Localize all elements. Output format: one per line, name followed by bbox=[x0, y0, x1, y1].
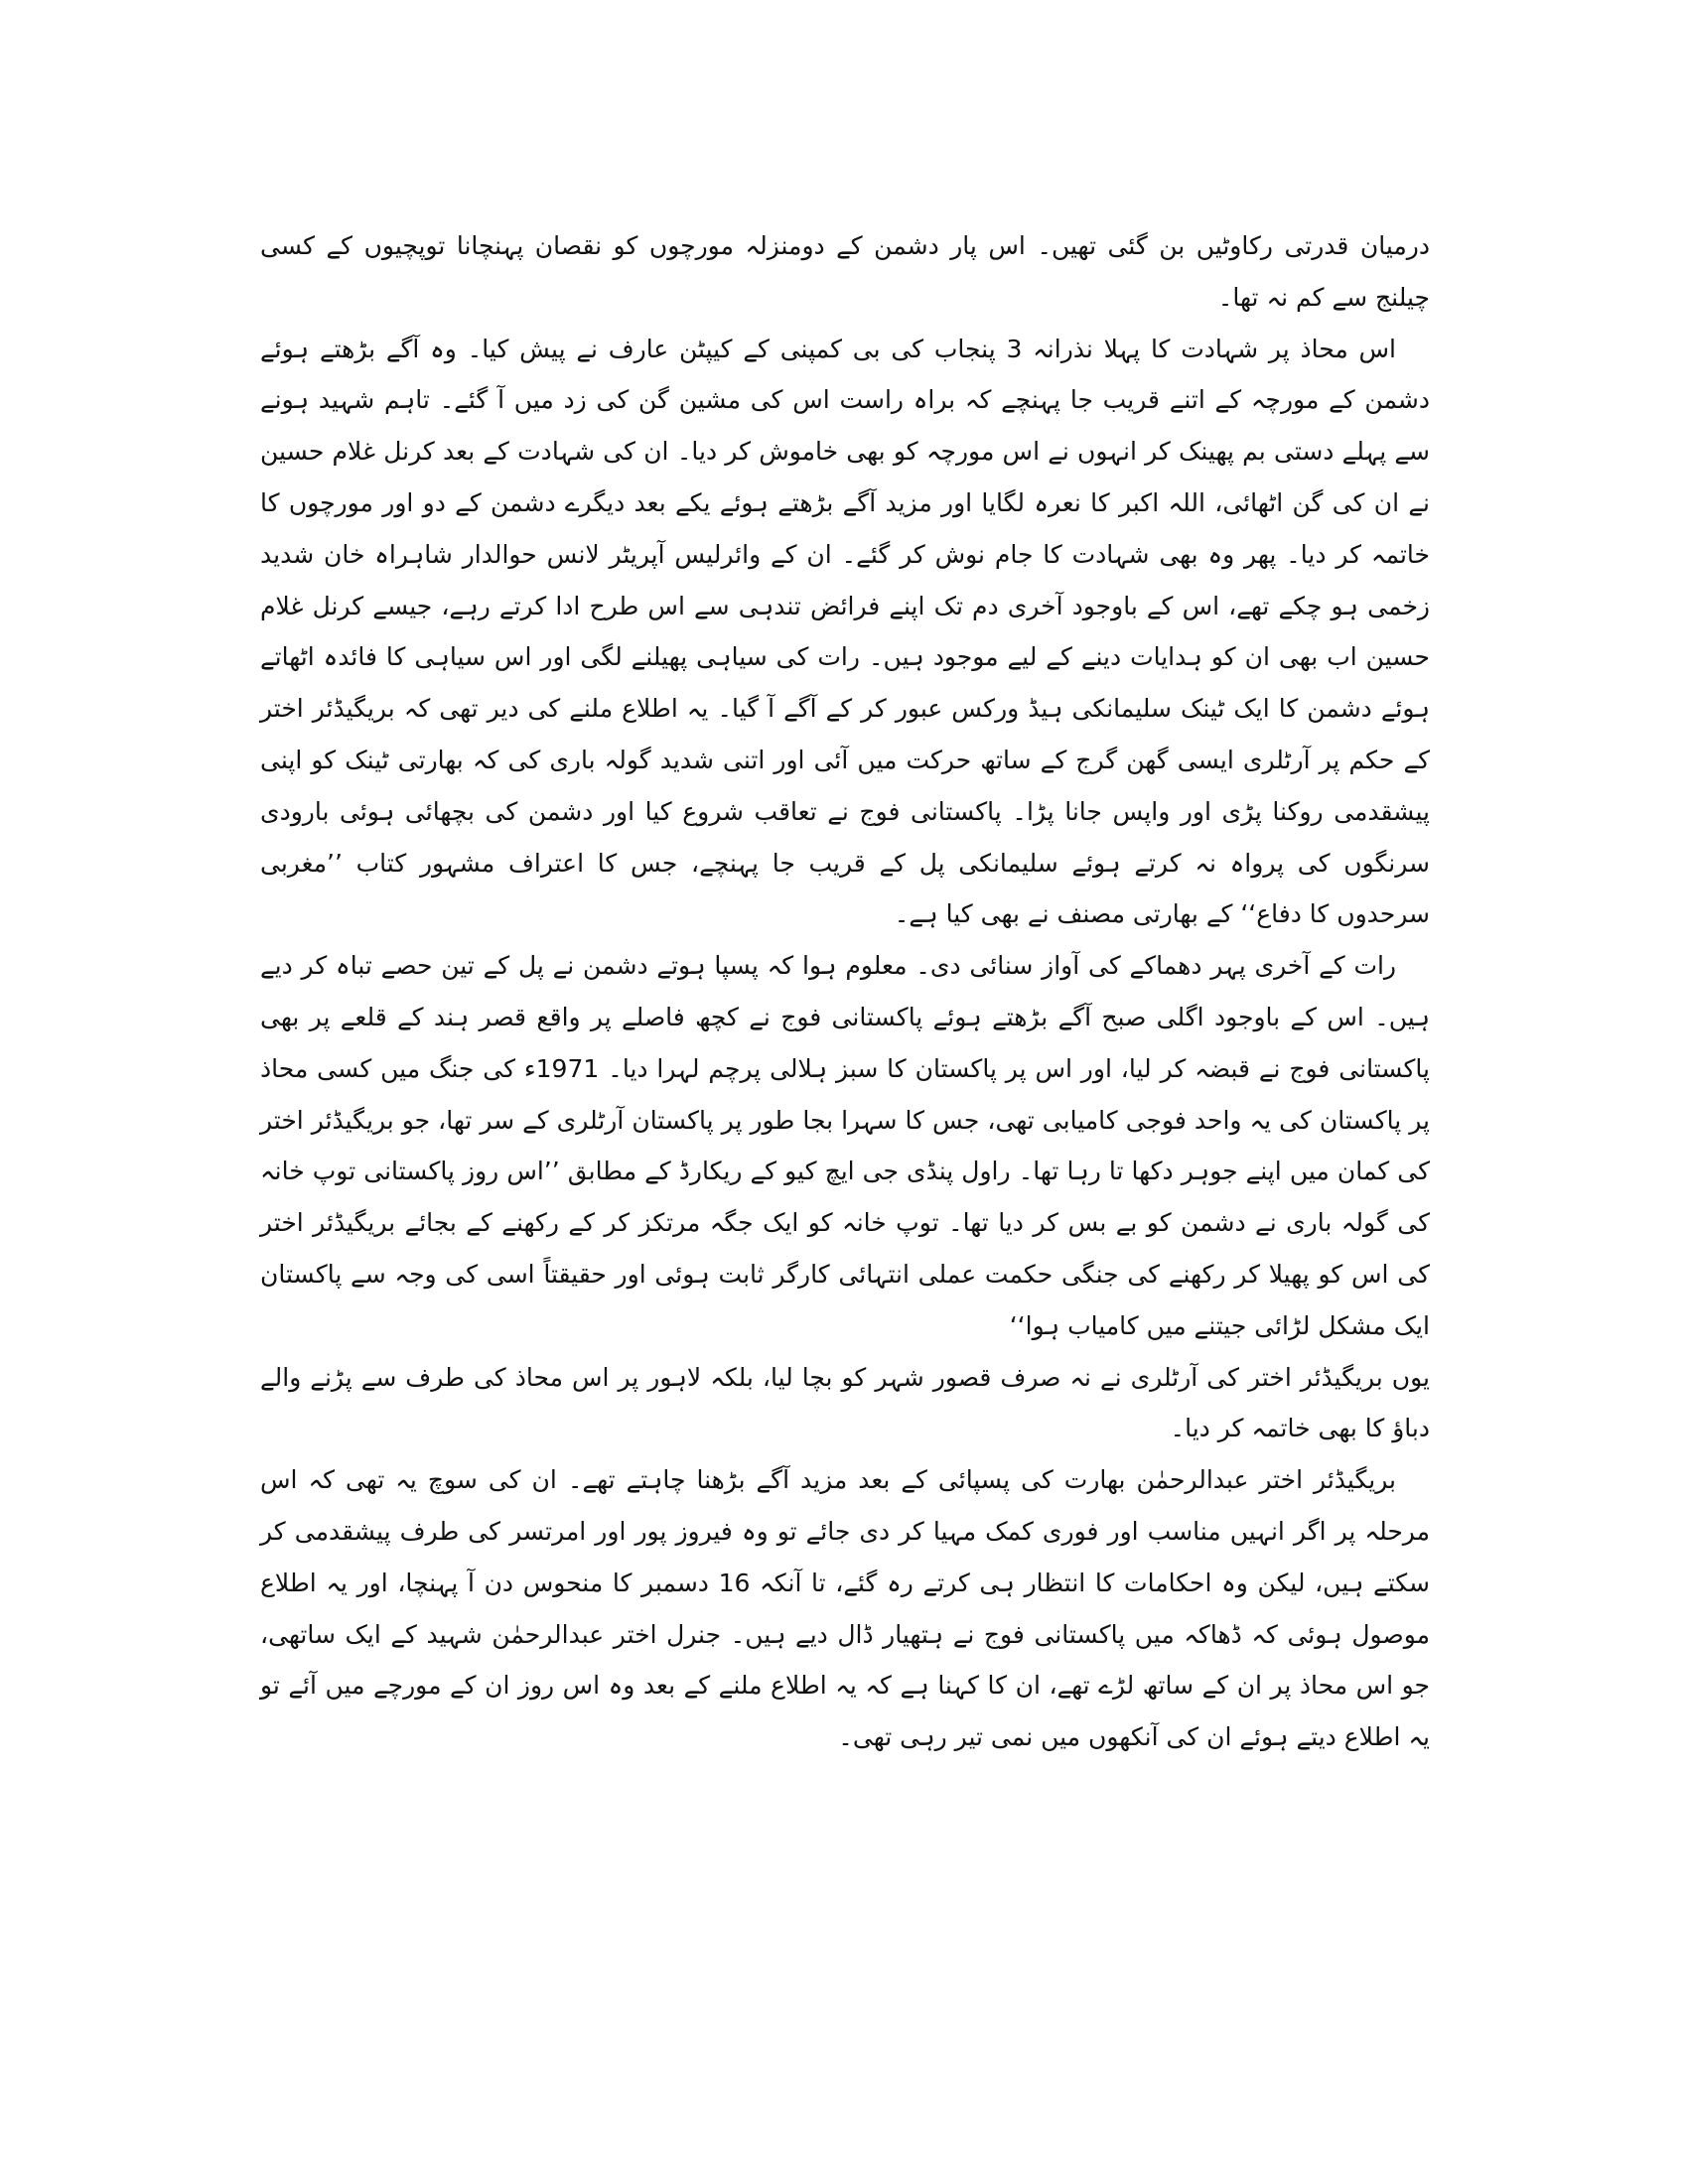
paragraph-2: اس محاذ پر شہادت کا پہلا نذرانہ 3 پنجاب کی بی کمپنی کے کیپٹن عارف نے پیش کیا۔ وہ آگے بڑھتے ہوئے دشمن کے مورچہ کے اتنے قریب جا پہنچے کہ براہ راست اس کی مشین گن کی زد میں آ گئے۔ تاہم شہید ہونے سے پہلے دستی بم پھینک کر انہوں نے اس مورچہ کو بھی خاموش کر دیا۔ ان کی شہادت کے بعد کرنل غلام حسین نے ان کی گن اٹھائی، اللہ اکبر کا نعرہ لگایا اور مزید آگے بڑھتے ہوئے یکے بعد دیگرے دشمن کے دو اور مورچوں کا خاتمہ کر دیا۔ پھر وہ بھی شہادت کا جام نوش کر گئے۔ ان کے وائرلیس آپریٹر لانس حوالدار شاہراہ خان شدید زخمی ہو چکے تھے، اس کے باوجود آخری دم تک اپنے فرائض تندہی سے اس طرح ادا کرتے رہے، جیسے کرنل غلام حسین اب بھی ان کو ہدایات دینے کے لیے موجود ہیں۔ رات کی سیاہی پھیلنے لگی اور اس سیاہی کا فائدہ اٹھاتے ہوئے دشمن کا ایک ٹینک سلیمانکی ہیڈ ورکس عبور کر کے آگے آ گیا۔ یہ اطلاع ملنے کی دیر تھی کہ بریگیڈئر اختر کے حکم پر آرٹلری ایسی گھن گرج کے ساتھ حرکت میں آئی اور اتنی شدید گولہ باری کی کہ بھارتی ٹینک کو اپنی پیشقدمی روکنا پڑی اور واپس جانا پڑا۔ پاکستانی فوج نے تعاقب شروع کیا اور دشمن کی بچھائی ہوئی بارودی سرنگوں کی پرواہ نہ کرتے ہوئے سلیمانکی پل کے قریب جا پہنچے، جس کا اعتراف مشہور کتاب ’’مغربی سرحدوں کا دفاع‘‘ کے بھارتی مصنف نے بھی کیا ہے۔ bbox=[260, 334, 1430, 929]
paragraph-5: بریگیڈئر اختر عبدالرحمٰن بھارت کی پسپائی کے بعد مزید آگے بڑھنا چاہتے تھے۔ ان کی سوچ یہ تھی کہ اس مرحلہ پر اگر انہیں مناسب اور فوری کمک مہیا کر دی جائے تو وہ فیروز پور اور امرتسر کی طرف پیشقدمی کر سکتے ہیں، لیکن وہ احکامات کا انتظار ہی کرتے رہ گئے، تا آنکہ 16 دسمبر کا منحوس دن آ پہنچا، اور یہ اطلاع موصول ہوئی کہ ڈھاکہ میں پاکستانی فوج نے ہتھیار ڈال دیے ہیں۔ جنرل اختر عبدالرحمٰن شہید کے ایک ساتھی، جو اس محاذ پر ان کے ساتھ لڑے تھے، ان کا کہنا ہے کہ یہ اطلاع ملنے کے بعد وہ اس روز ان کے مورچے میں آئے تو یہ اطلاع دیتے ہوئے ان کی آنکھوں میں نمی تیر رہی تھی۔ bbox=[260, 1465, 1430, 1752]
paragraph-1: درمیان قدرتی رکاوٹیں بن گئی تھیں۔ اس پار دشمن کے دومنزلہ مورچوں کو نقصان پہنچانا توپچیوں کے کسی چیلنج سے کم نہ تھا۔ bbox=[260, 231, 1430, 312]
urdu-text-body bbox=[260, 220, 1430, 1763]
paragraph-3: رات کے آخری پہر دھماکے کی آواز سنائی دی۔ معلوم ہوا کہ پسپا ہوتے دشمن نے پل کے تین حصے تباہ کر دیے ہیں۔ اس کے باوجود اگلی صبح آگے بڑھتے ہوئے پاکستانی فوج نے کچھ فاصلے پر واقع قصر ہند کے قلعے پر بھی پاکستانی فوج نے قبضہ کر لیا، اور اس پر پاکستان کا سبز ہلالی پرچم لہرا دیا۔ 1971ء کی جنگ میں کسی محاذ پر پاکستان کی یہ واحد فوجی کامیابی تھی، جس کا سہرا بجا طور پر پاکستان آرٹلری کے سر تھا، جو بریگیڈئر اختر کی کمان میں اپنے جوہر دکھا تا رہا تھا۔ راول پنڈی جی ایچ کیو کے ریکارڈ کے مطابق ’’اس روز پاکستانی توپ خانہ کی گولہ باری نے دشمن کو بے بس کر دیا تھا۔ توپ خانہ کو ایک جگہ مرتکز کر کے رکھنے کے بجائے بریگیڈئر اختر کی اس کو پھیلا کر رکھنے کی جنگی حکمت عملی انتہائی کارگر ثابت ہوئی اور حقیقتاً اسی کی وجہ سے پاکستان ایک مشکل لڑائی جیتنے میں کامیاب ہوا‘‘ bbox=[260, 951, 1431, 1340]
paragraph-4: یوں بریگیڈئر اختر کی آرٹلری نے نہ صرف قصور شہر کو بچا لیا، بلکہ لاہور پر اس محاذ کی طرف سے پڑنے والے دباؤ کا بھی خاتمہ کر دیا۔ bbox=[260, 1362, 1430, 1443]
